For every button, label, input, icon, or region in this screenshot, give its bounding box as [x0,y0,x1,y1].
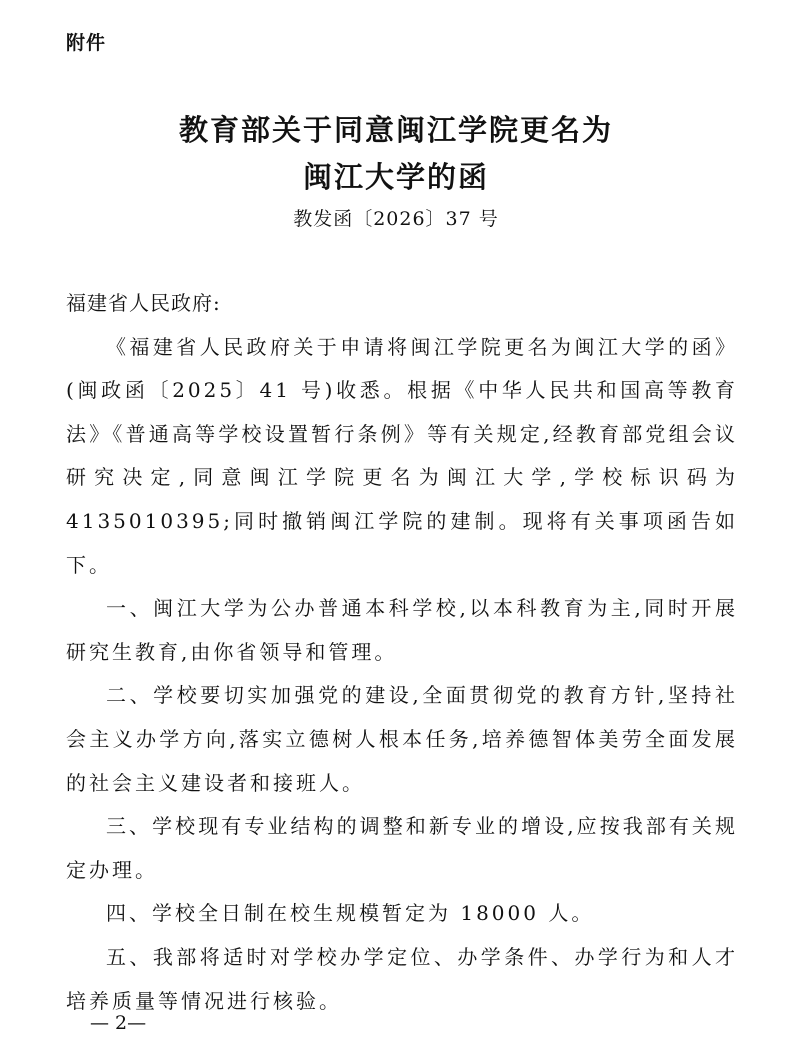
document-number: 教发函〔2026〕37 号 [293,208,499,230]
paragraph-item-3: 三、学校现有专业结构的调整和新专业的增设,应按我部有关规定办理。 [66,814,738,882]
paragraph-item-2: 二、学校要切实加强党的建设,全面贯彻党的教育方针,坚持社会主义办学方向,落实立德树人根本任务,培养德智体美劳全面发展的社会主义建设者和接班人。 [66,683,738,795]
document-title-line-1: 教育部关于同意闽江学院更名为 [178,113,613,147]
paragraph-item-1: 一、闽江大学为公办普通本科学校,以本科教育为主,同时开展研究生教育,由你省领导和管理。 [66,596,738,664]
letter-body [66,282,738,1023]
paragraph-item-5: 五、我部将适时对学校办学定位、办学条件、办学行为和人才培养质量等情况进行核验。 [66,944,738,1013]
document-title-line-2: 闽江大学的函 [302,160,489,194]
page-number: — 2— [90,1012,147,1034]
attachment-label: 附件 [66,32,107,54]
paragraph-item-4: 四、学校全日制在校生规模暂定为 18000 人。 [106,901,595,926]
salutation: 福建省人民政府: [66,291,221,315]
paragraph-intro: 《福建省人民政府关于申请将闽江学院更名为闽江大学的函》(闽政函〔2025〕41 号)收悉。根据《中华人民共和国高等教育法》《普通高等学校设置暂行条例》等有关规定,经教育部党组会议研究决定,同意闽江学院更名为闽江大学,学校标识码为4135010395;同时撤销闽江学院的建制。现将有关事项函告如下。 [66,334,738,577]
